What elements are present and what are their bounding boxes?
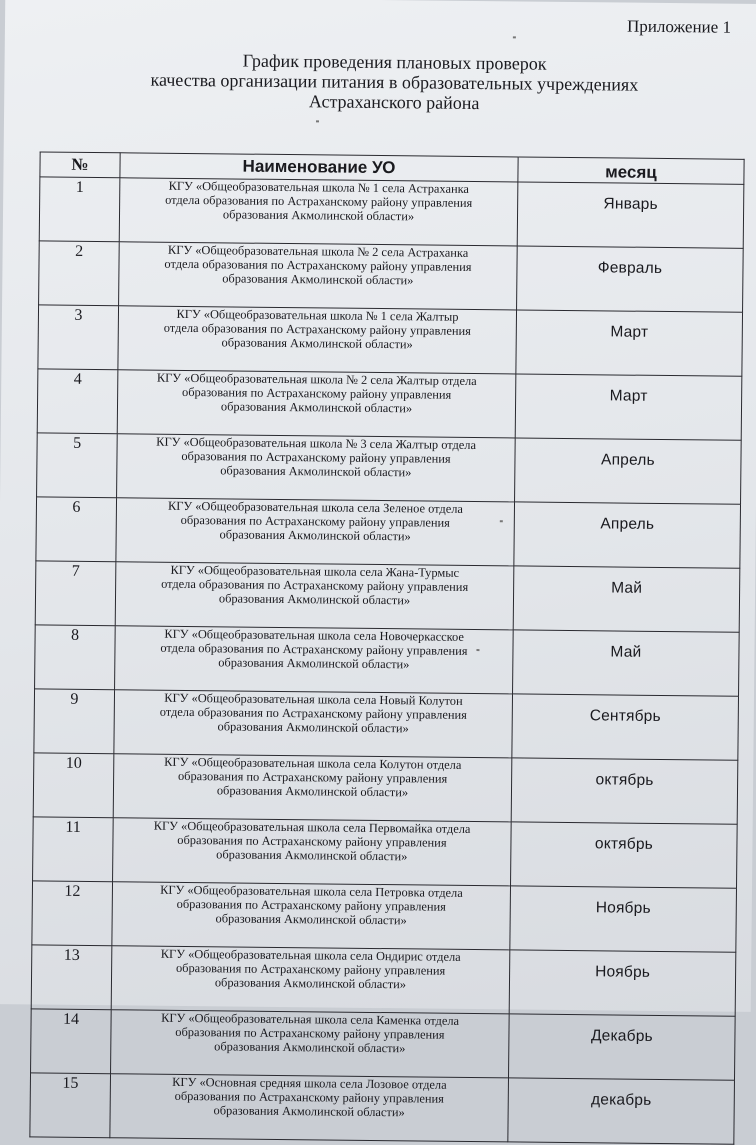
school-name-line: образования Акмолинской области» [219,526,411,543]
school-name-line: КГУ «Общеобразовательная школа села Петровка отдела [160,882,463,900]
school-name [119,242,518,310]
school-name-line: КГУ «Общеобразовательная школа № 2 села Жалтыр отдела [156,370,477,389]
row-number: 11 [33,817,114,882]
table-row [38,305,743,376]
document-title [114,49,675,115]
school-name-line: КГУ «Основная средняя школа села Лозовое отдела [172,1074,447,1092]
school-name [112,882,511,950]
school-name-line: образования по Астраханскому району управления [176,896,446,914]
school-name-line: отдела образования по Астраханскому району управления [161,576,469,594]
table-row [31,945,736,1016]
school-name-line: образования Акмолинской области» [222,270,414,287]
inspection-month: Декабрь [508,1014,735,1080]
inspection-month: Ноябрь [510,886,737,952]
school-name-line: КГУ «Общеобразовательная школа № 1 села Жалтыр [176,306,459,324]
school-name-line: образования Акмолинской области» [217,718,409,735]
school-name-line: образования Акмолинской области» [218,654,410,671]
school-name-line: образования по Астраханскому району управления [177,832,447,850]
school-name-line: КГУ «Общеобразовательная школа № 2 села Астраханка [167,242,469,260]
row-number: 8 [35,625,116,690]
row-number: 2 [39,241,120,306]
school-name [119,178,518,246]
school-name-line: образования Акмолинской области» [216,782,409,799]
row-number: 4 [37,369,118,434]
school-name [113,818,512,886]
table-row [34,689,739,760]
appendix-label: Приложение 1 [626,16,732,37]
scan-speck [500,520,503,522]
school-name [117,370,516,438]
school-name-line: образования Акмолинской области» [216,846,408,863]
school-name-line: отдела образования по Астраханскому району управления [159,704,467,722]
school-name [115,626,514,694]
school-name [111,1010,510,1078]
school-name-line: образования Акмолинской области» [214,1038,406,1055]
school-name [116,498,515,566]
school-name-line: образования по Астраханскому району управления [181,448,451,466]
inspection-month: Январь [517,182,744,248]
school-name [115,562,514,630]
table-row [30,1073,735,1144]
inspection-schedule-table [29,151,744,1144]
row-number: 7 [35,561,116,626]
school-name-line: образования Акмолинской области» [215,910,407,927]
inspection-month: октябрь [511,758,738,824]
school-name [110,1074,509,1142]
row-number: 5 [37,433,118,498]
school-name [111,946,510,1014]
school-name-line: образования Акмолинской области» [222,206,415,223]
row-number: 3 [38,305,119,370]
row-number: 10 [33,753,114,818]
table-row [33,753,738,824]
scan-speck [513,36,516,38]
inspection-month: Февраль [517,246,744,312]
school-name-line: образования по Астраханскому району управления [181,384,452,402]
school-name-line: КГУ «Общеобразовательная школа села Колутон отдела [164,754,462,772]
school-name [118,306,517,374]
school-name-line: КГУ «Общеобразовательная школа № 3 села Жалтыр отдела [156,434,477,453]
school-name-line: КГУ «Общеобразовательная школа села Ондирис отдела [160,946,461,964]
school-name-line: отдела образования по Астраханскому району управления [163,320,471,338]
school-name-line: образования по Астраханскому району управления [177,768,448,786]
school-name-line: отдела образования по Астраханскому району управления [160,640,468,658]
table-row [37,433,742,504]
school-name [113,754,512,822]
table-row [35,561,740,632]
inspection-month: Сентябрь [512,694,739,760]
school-name-line: отдела образования по Астраханскому району управления [164,256,472,274]
school-name-line: образования Акмолинской области» [214,974,407,991]
table-row [31,1009,736,1080]
school-name-line: образования Акмолинской области» [213,1102,405,1119]
title-line: качества организации питания в образовательных учреждениях [150,69,639,95]
school-name-line: КГУ «Общеобразовательная школа № 1 села Астраханка [168,178,470,196]
row-number: 6 [36,497,117,562]
school-name-line: КГУ «Общеобразовательная школа села Зеленое отдела [167,498,463,516]
school-name-line: образования по Астраханскому району управления [174,1088,444,1106]
row-number: 15 [30,1073,111,1138]
school-name-line: образования Акмолинской области» [218,590,411,607]
school-name-line: образования по Астраханскому району управления [175,960,446,978]
inspection-month: Ноябрь [509,950,736,1016]
inspection-month: Март [515,374,742,440]
inspection-month: Май [513,630,740,696]
header-name: Наименование УО [120,153,518,182]
inspection-month: Май [513,566,740,632]
school-name-line: КГУ «Общеобразовательная школа села Жана-Турмыс [170,562,460,580]
school-name-line: образования Акмолинской области» [220,462,412,479]
table-row [36,497,741,568]
table-row [33,817,738,888]
school-name-line: КГУ «Общеобразовательная школа села Первомайка отдела [153,818,471,836]
inspection-month: Апрель [514,502,741,568]
table-row [37,369,742,440]
header-month: месяц [518,157,744,184]
row-number: 13 [31,945,112,1010]
school-name-line: КГУ «Общеобразовательная школа села Каменка отдела [161,1010,460,1028]
school-name-line: отдела образования по Астраханскому району управления [165,192,473,210]
row-number: 14 [31,1009,112,1074]
school-name-line: образования по Астраханскому району управления [180,512,450,530]
inspection-month: Март [516,310,743,376]
table-row [35,625,740,696]
school-name-line: образования по Астраханскому району управления [175,1024,445,1042]
scan-speck [476,649,479,651]
table-row [32,881,737,952]
row-number: 1 [39,177,120,242]
title-line: Астраханского района [308,91,480,114]
inspection-month: октябрь [511,822,738,888]
header-number: № [40,152,120,178]
inspection-month: декабрь [508,1078,735,1144]
inspection-month: Апрель [515,438,742,504]
table-row [39,177,744,248]
school-name [117,434,516,502]
scan-speck [316,120,319,122]
title-line: График проведения плановых проверок [242,50,547,74]
school-name-line: КГУ «Общеобразовательная школа села Новый Колутон [164,690,463,708]
school-name-line: образования Акмолинской области» [220,398,413,415]
school-name-line: образования Акмолинской области» [221,334,413,351]
row-number: 12 [32,881,113,946]
row-number: 9 [34,689,115,754]
table-row [39,241,744,312]
school-name-line: КГУ «Общеобразовательная школа села Новочеркасское [164,626,464,644]
school-name [114,690,513,758]
table-body [30,177,744,1144]
